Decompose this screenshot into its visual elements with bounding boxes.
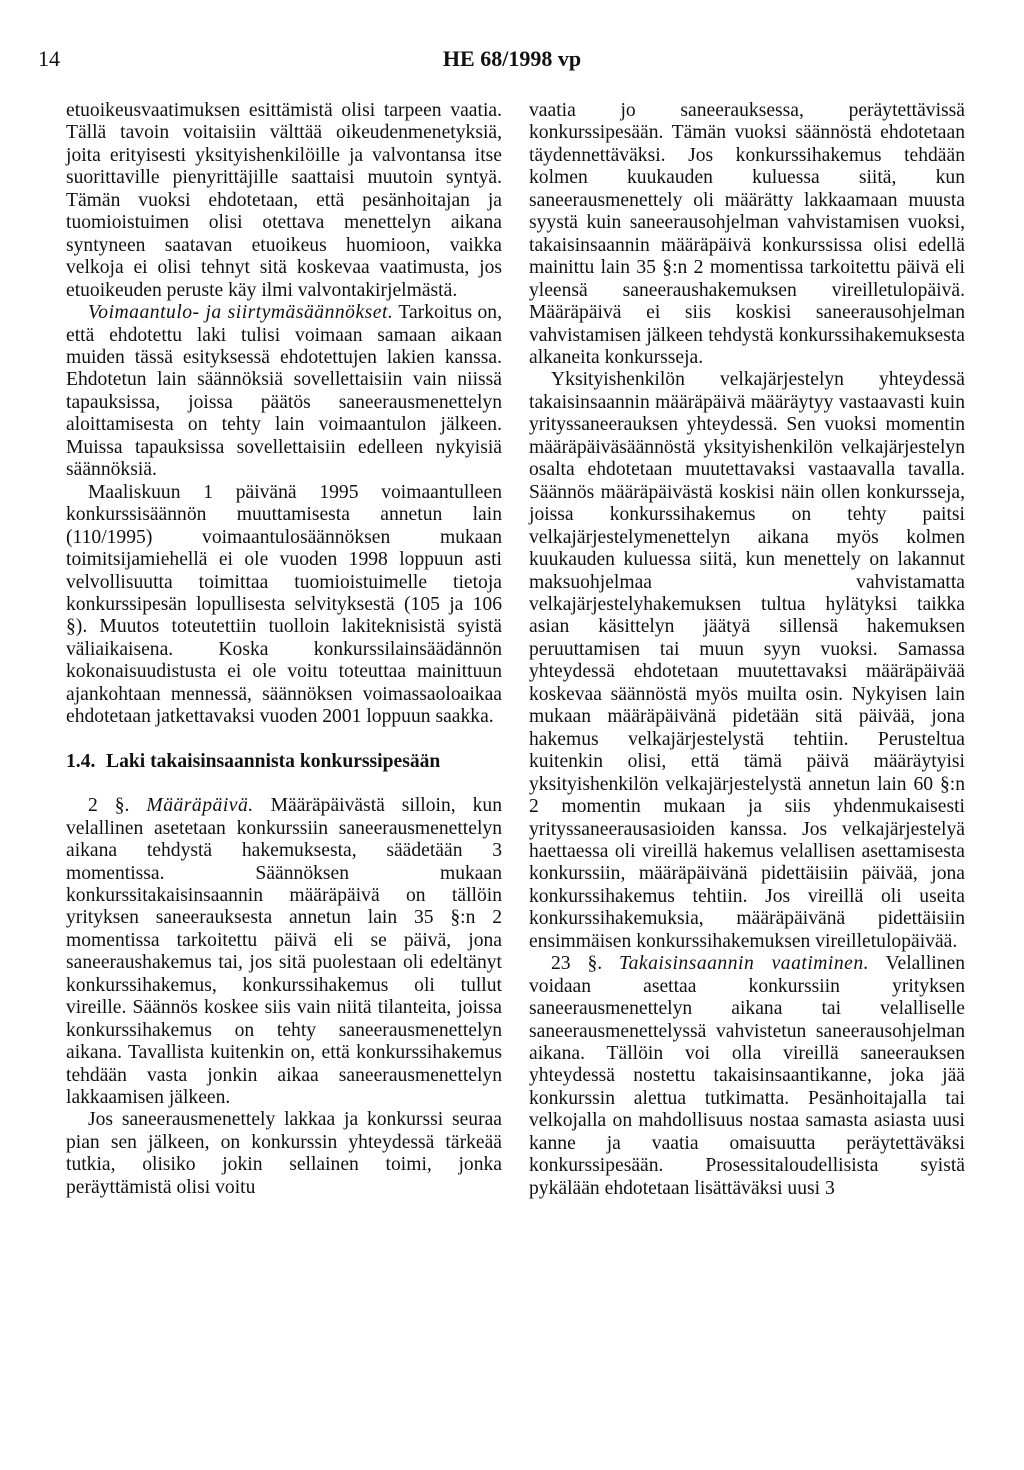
section-title: Määräpäivä. bbox=[146, 795, 254, 817]
section-title: Takaisinsaannin vaatiminen. bbox=[619, 953, 870, 975]
paragraph-text: Määräpäivästä silloin, kun velallinen asetetaan konkurssiin saneerausmenettelyn aikana tehdystä hakemuksesta, säädetään 3 momentissa. Säännöksen mukaan konkurssitakaisinsaannin määräpäivä on tällöin yrityksen saneerauksesta annetun lain 35 §:n 2 momentissa tarkoitettu päivä eli se päivä, jona saneeraushakemus tai, jos sitä puolestaan oli edeltänyt konkurssihakemus, konkurssihakemus oli tullut vireille. Säännös koskee siis vain niitä tilanteita, joissa konkurssihakemus on tehty saneerausmenettelyn aikana. Tavallista kuitenkin on, että konkurssihakemus tehdään vasta jonkin aikaa saneerausmenettelyn lakkaamisen jälkeen. bbox=[66, 795, 503, 1109]
section-number: 2 §. bbox=[88, 795, 130, 817]
paragraph: Jos saneerausmenettely lakkaa ja konkurssi seuraa pian sen jälkeen, on konkurssin yhteydessä tärkeää tutkia, olisiko jokin sellainen toimi, jonka peräyttämistä olisi voitu bbox=[66, 1109, 502, 1198]
paragraph: vaatia jo saneerauksessa, peräytettävissä konkurssipesään. Tämän vuoksi säännöstä ehdotetaan täydennettäväksi. Jos konkurssihakemus tehdään kolmen kuukauden kuluessa siitä, kun saneerausmenettely oli määrätty lakkaamaan muusta syystä kuin saneerausohjelman vahvistamisen vuoksi, takaisinsaannin määräpäivä konkurssissa olisi edellä mainittu lain 35 §:n 2 momentissa tarkoitettu päivä eli yleensä saneeraushakemuksen vireilletulopäivä. Määräpäivä ei siis koskisi saneerausohjelman vahvistamisen jälkeen tehdystä konkurssihakemuksesta alkaneita konkursseja. bbox=[529, 100, 965, 368]
right-column bbox=[529, 100, 965, 1200]
section-heading bbox=[66, 751, 502, 773]
page-number: 14 bbox=[38, 46, 60, 71]
heading-number: 1.4. bbox=[66, 750, 96, 772]
left-column bbox=[66, 100, 502, 1199]
heading-text: Laki takaisinsaannista konkurssipesään bbox=[106, 750, 441, 772]
paragraph: etuoikeusvaatimuksen esittämistä olisi tarpeen vaatia. Tällä tavoin voitaisiin välttää oikeudenmenetyksiä, joita erityisesti yksityishenkilöille ja valvontansa itse suorittaville pienyrittäjille saattaisi muutoin syntyä. Tämän vuoksi ehdotetaan, että pesänhoitajan ja tuomioistuimen olisi otettava menettelyn aikana syntyneen saatavan etuoikeus huomioon, vaikka velkoja ei olisi tehnyt sitä koskevaa vaatimusta, jos etuoikeuden peruste käy ilmi valvontakirjelmästä. bbox=[66, 100, 502, 301]
paragraph: Yksityishenkilön velkajärjestelyn yhteydessä takaisinsaannin määräpäivä määräytyy vastaavasti kuin yrityssaneerauksen yhteydessä. Sen vuoksi momentin määräpäiväsäännöstä yksityishenkilön velkajärjestelyn osalta ehdotetaan muutettavaksi vastaavalla tavalla. Säännös määräpäivästä koskisi näin ollen konkursseja, joissa konkurssihakemus on tehty paitsi velkajärjestelymenettelyn aikana myös kolmen kuukauden kuluessa siitä, kun menettely on lakannut maksuohjelmaa vahvistamatta velkajärjestelyhakemuksen tultua hylätyksi taikka asian käsittelyn jäätyä sillensä hakemuksen peruuttamisen tai muun syyn vuoksi. Samassa yhteydessä ehdotetaan muutettavaksi määräpäivää koskevaa säännöstä myös muilta osin. Nykyisen lain mukaan määräpäivänä pidetään sitä päivää, jona hakemus velkajärjestelystä tehtiin. Perusteltua kuitenkin olisi, että tämä päivä määräytyisi yksityishenkilön velkajärjestelystä annetun lain 60 §:n 2 momentin mukaan ja siis yhdenmukaisesti yrityssaneerausasioiden kanssa. Jos velkajärjestelyä haettaessa oli vireillä hakemus velallisen asettamisesta konkurssiin, määräpäivänä pidettäisiin päivää, jona konkurssihakemus tehtiin. Jos vireillä oli useita konkurssihakemuksia, määräpäivänä pidettäisiin ensimmäisen konkurssihakemuksen vireilletulopäivää. bbox=[529, 369, 965, 952]
section-number: 23 §. bbox=[551, 953, 603, 975]
paragraph bbox=[66, 302, 502, 482]
paragraph-text: Tarkoitus on, että ehdotettu laki tulisi voimaan samaan aikaan muiden tässä esityksessä ehdotettujen lakien kanssa. Ehdotetun lain säännöksiä sovellettaisiin vain niissä tapauksissa, joissa päätös saneerausmenettelyn aloittamisesta on tehty lain voimaantulon jälkeen. Muissa tapauksissa sovellettaisiin edelleen nykyisiä säännöksiä. bbox=[66, 302, 502, 481]
running-head: HE 68/1998 vp bbox=[442, 46, 582, 71]
paragraph: Maaliskuun 1 päivänä 1995 voimaantulleen konkurssisäännön muuttamisesta annetun lain (110/1995) voimaantulosäännöksen mukaan toimitsijamiehellä ei ole vuoden 1998 loppuun asti velvollisuutta toimittaa tuomioistuimelle tietoja konkurssipesän lopullisesta selvityksestä (105 ja 106 §). Muutos toteutettiin tuolloin lakiteknisistä syistä väliaikaisena. Koska konkurssilainsäädännön kokonaisuudistusta ei ole voitu toteuttaa mainittuun ajankohtaan mennessä, säännöksen voimassaoloaikaa ehdotetaan jatkettavaksi vuoden 2001 loppuun saakka. bbox=[66, 481, 502, 728]
paragraph-text: Velallinen voidaan asettaa konkurssiin yrityksen saneerausmenettelyn aikana tai velalliselle saneerausmenettelyssä vahvistetun saneerausohjelman aikana. Tällöin voi olla vireillä saneerauksen yhteydessä nostettu takaisinsaantikanne, joka jää konkurssin alettua tutkimatta. Pesänhoitajalla tai velkojalla on mahdollisuus nostaa samasta asiasta uusi kanne ja vaatia omaisuutta peräytettäväksi konkurssipesään. Prosessitaloudellisista syistä pykälään ehdotetaan lisättäväksi uusi 3 bbox=[529, 953, 965, 1199]
paragraph bbox=[529, 953, 965, 1200]
paragraph bbox=[66, 795, 502, 1109]
section-title: Voimaantulo- ja siirtymäsäännökset. bbox=[88, 302, 394, 324]
